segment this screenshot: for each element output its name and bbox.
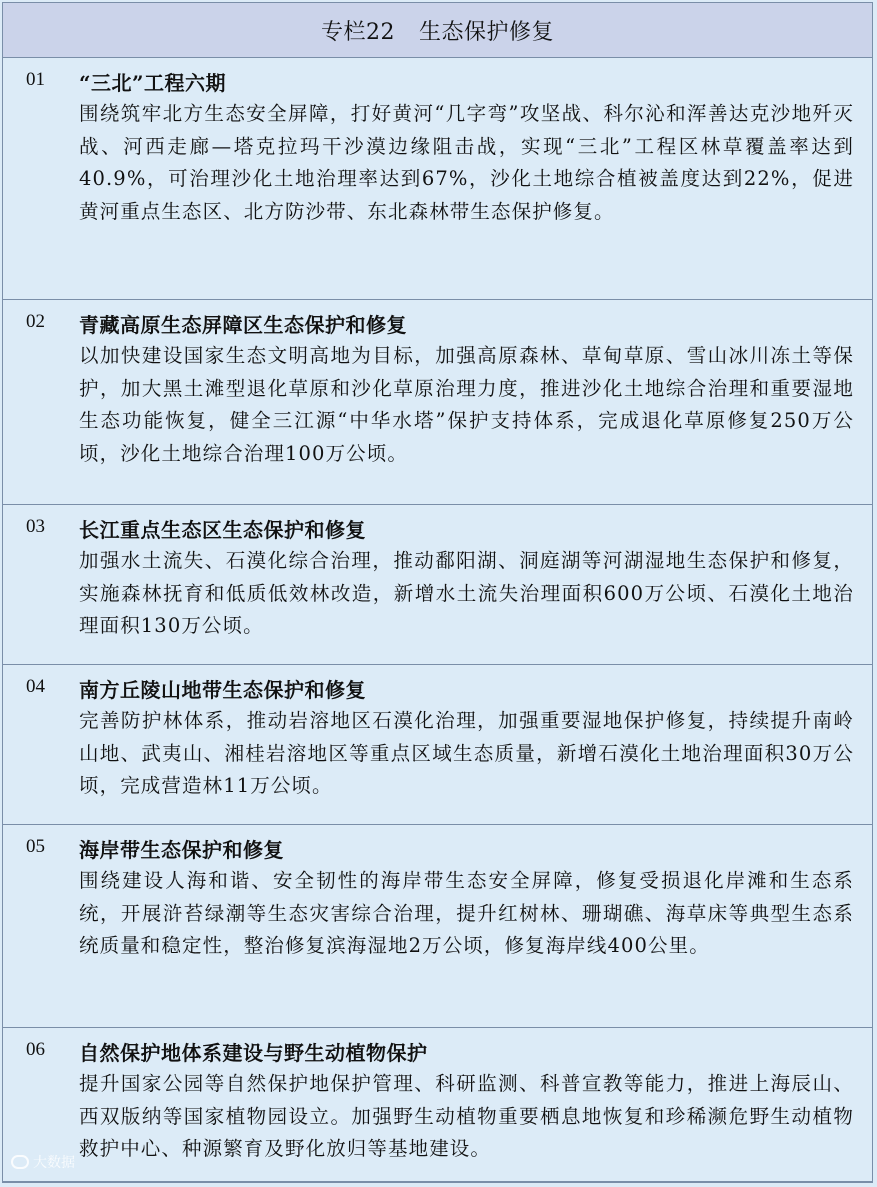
section-title: “三北”工程六期 — [79, 71, 227, 95]
column-header — [3, 3, 872, 58]
section-title: 青藏高原生态屏障区生态保护和修复 — [79, 313, 407, 337]
section-number: 03 — [26, 516, 45, 537]
section-body: 围绕筑牢北方生态安全屏障，打好黄河“几字弯”攻坚战、科尔沁和浑善达克沙地歼灭战、河西走廊—塔克拉玛干沙漠边缘阻击战，实现“三北”工程区林草覆盖率达到40.9%，可治理沙化土地治理率达到67%，沙化土地综合植被盖度达到22%，促进黄河重点生态区、北方防沙带、东北森林带生态保护修复。 — [79, 102, 854, 223]
section-number: 01 — [26, 69, 45, 90]
section-01 — [3, 58, 872, 300]
section-06 — [3, 1028, 872, 1182]
section-number: 06 — [26, 1039, 45, 1060]
section-body: 以加快建设国家生态文明高地为目标，加强高原森林、草甸草原、雪山冰川冻土等保护，加大黑土滩型退化草原和沙化草原治理力度，推进沙化土地综合治理和重要湿地生态功能恢复，健全三江源“中华水塔”保护支持体系，完成退化草原修复250万公顷，沙化土地综合治理100万公顷。 — [79, 344, 854, 465]
section-body: 围绕建设人海和谐、安全韧性的海岸带生态安全屏障，修复受损退化岸滩和生态系统，开展浒苔绿潮等生态灾害综合治理，提升红树林、珊瑚礁、海草床等典型生态系统质量和稳定性，整治修复滨海湿地2万公顷，修复海岸线400公里。 — [79, 869, 854, 958]
column-label: 专栏22 — [320, 19, 395, 45]
section-body: 完善防护林体系，推动岩溶地区石漠化治理，加强重要湿地保护修复，持续提升南岭山地、武夷山、湘桂岩溶地区等重点区域生态质量，新增石漠化土地治理面积30万公顷，完成营造林11万公顷。 — [79, 709, 854, 798]
section-number: 02 — [26, 311, 45, 332]
section-title: 海岸带生态保护和修复 — [79, 838, 284, 862]
section-title: 南方丘陵山地带生态保护和修复 — [79, 678, 366, 702]
section-title: 自然保护地体系建设与野生动植物保护 — [79, 1041, 428, 1065]
section-body: 加强水土流失、石漠化综合治理，推动鄱阳湖、洞庭湖等河湖湿地生态保护和修复，实施森林抚育和低质低效林改造，新增水土流失治理面积600万公顷、石漠化土地治理面积130万公顷。 — [79, 549, 854, 638]
column-title: 生态保护修复 — [418, 19, 554, 45]
section-title: 长江重点生态区生态保护和修复 — [79, 518, 366, 542]
watermark-logo-icon — [11, 1155, 29, 1169]
section-04 — [3, 665, 872, 825]
section-05 — [3, 825, 872, 1028]
column-box — [2, 2, 873, 1183]
section-02 — [3, 300, 872, 505]
watermark-text: 大数据 — [33, 1154, 75, 1170]
watermark — [11, 1152, 75, 1172]
section-03 — [3, 505, 872, 665]
section-body: 提升国家公园等自然保护地保护管理、科研监测、科普宣教等能力，推进上海辰山、西双版纳等国家植物园设立。加强野生动植物重要栖息地恢复和珍稀濒危野生动植物救护中心、种源繁育及野化放归等基地建设。 — [79, 1072, 854, 1161]
section-number: 04 — [26, 676, 45, 697]
section-number: 05 — [26, 836, 45, 857]
